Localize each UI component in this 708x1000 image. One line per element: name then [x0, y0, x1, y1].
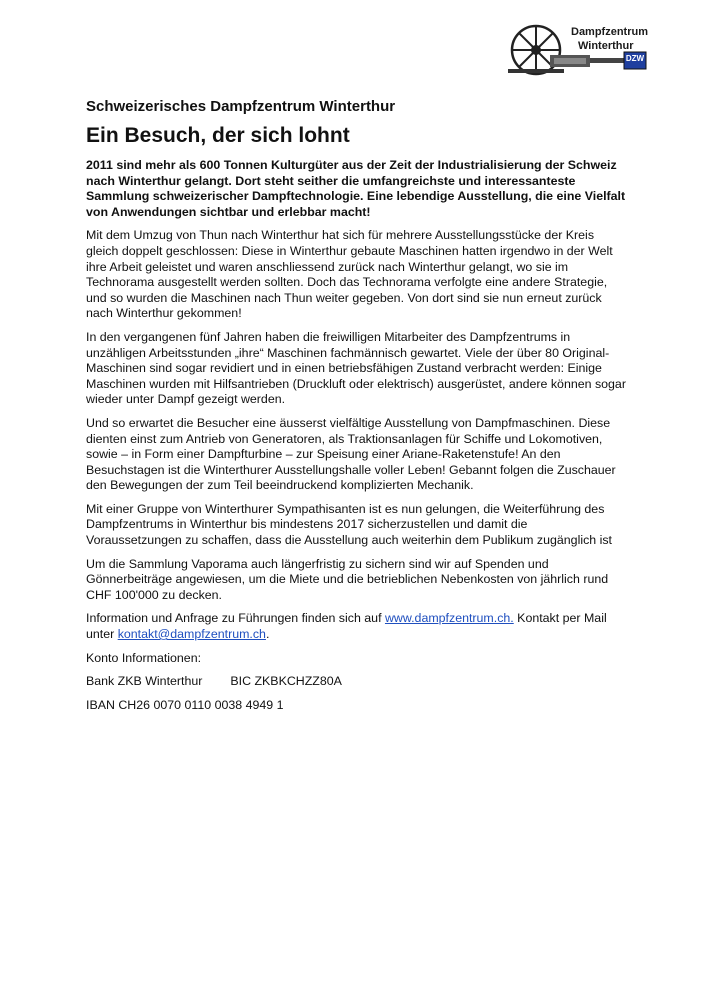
account-heading: Konto Informationen: — [86, 650, 202, 665]
paragraph-volunteers: In den vergangenen fünf Jahren haben die freiwilligen Mitarbeiter des Dampfzentrums in unzähligen Arbeitsstunden „ihre“ Maschinen fachmännisch gewartet. Viele der über 80 Original-Maschinen sind sogar revidiert und in einen betriebsfähigen Zustand verbracht werden: Einige Maschinen wurden mit Hilfsantrieben (Druckluft oder elektrisch) ausgerüstet, andere können sogar wieder unter Dampf gezeigt werden. — [86, 329, 626, 407]
paragraph-contact-info — [86, 611, 626, 642]
bic-code: BIC ZKBKCHZZ80A — [230, 674, 342, 689]
logo-badge: DZW — [625, 54, 645, 63]
article — [86, 98, 626, 721]
paragraph-donations: Um die Sammlung Vaporama auch längerfristig zu sichern sind wir auf Spenden und Gönnerbeiträge angewiesen, um die Miete und die betrieblichen Nebenkosten von jährlich rund CHF 100'000 zu decken. — [86, 556, 609, 602]
website-link[interactable]: www.dampfzentrum.ch. — [384, 611, 514, 626]
bank-details-row — [86, 674, 626, 690]
page-title: Ein Besuch, der sich lohnt — [86, 124, 350, 147]
email-link[interactable]: kontakt@dampfzentrum.ch — [117, 627, 266, 642]
paragraph-continuation: Mit einer Gruppe von Winterthurer Sympathisanten ist es nun gelungen, die Weiterführung des Dampfzentrums in Winterthur bis mindestens 2017 sicherzustellen und damit die Voraussetzungen zu schaffen, dass die Ausstellung auch weiterhin dem Publikum zugänglich ist — [86, 501, 613, 548]
paragraph-exhibition: Und so erwartet die Besucher eine äusserst vielfältige Ausstellung von Dampfmaschinen. Diese dienten einst zum Antrieb von Generatoren, als Traktionsanlagen für Schiffe und Lokomotiven, sowie – in Form einer Dampfturbine – zur Speisung einer Ariane-Raketenstufe! An den Besuchstagen ist die Winterthurer Ausstellungshalle voller Leben! Gebannt folgen die Zuschauer den Bewegungen der zum Teil beeindruckend komplizierten Mechanik. — [86, 415, 616, 493]
contact-text-suffix: . — [265, 627, 270, 642]
paragraph-move-to-winterthur: Mit dem Umzug von Thun nach Winterthur hat sich für mehrere Ausstellungsstücke der Kreis gleich doppelt geschlossen: Diese in Winterthur gebaute Maschinen hatten irgendwo in der Welt ihre Arbeit geleistet und waren anschliessend zurück nach Winterthur gelangt, wo sie im Technorama ausgestellt werden sollten. Doch das Technorama verfolgte eine andere Strategie, und so wurden die Maschinen nach Thun weiter gegeben. Von dort sind sie nun erneut zurück nach Winterthur gekommen! — [86, 228, 613, 321]
logo-name-line-2: Winterthur — [578, 40, 634, 52]
contact-text-middle: Kontakt per Mail unter — [86, 611, 607, 642]
contact-text-prefix: Information und Anfrage zu Führungen finden sich auf — [86, 611, 385, 626]
iban-number: IBAN CH26 0070 0110 0038 4949 1 — [86, 697, 284, 712]
logo-name-line-1: Dampfzentrum — [571, 26, 649, 38]
logo — [506, 20, 656, 76]
lead-paragraph: 2011 sind mehr als 600 Tonnen Kulturgüter aus der Zeit der Industrialisierung der Schweiz nach Winterthur gelangt. Dort steht seither die umfangreichste und interessanteste Sammlung schweizerischer Dampftechnologie. Eine lebendige Ausstellung, die eine Vielfalt von Anwendungen sichtbar und erlebbar macht! — [86, 158, 626, 219]
bank-name: Bank ZKB Winterthur — [86, 674, 203, 689]
org-title: Schweizerisches Dampfzentrum Winterthur — [86, 98, 396, 115]
